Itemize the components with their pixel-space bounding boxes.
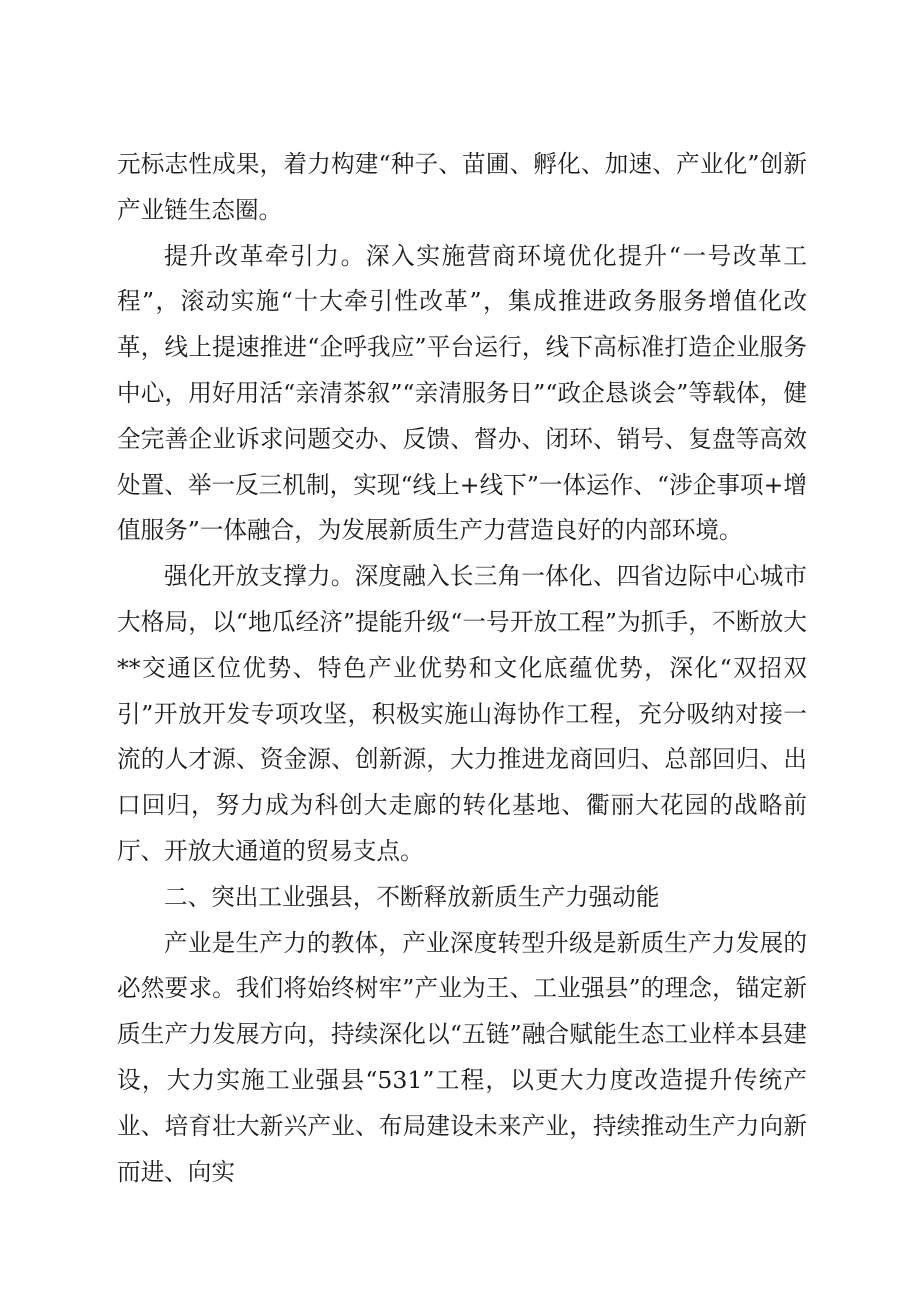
paragraph-continuation: 元标志性成果，着力构建“种子、苗圃、孵化、加速、产业化”创新产业链生态圈。 <box>117 150 807 224</box>
paragraph-industry: 产业是生产力的教体，产业深度转型升级是新质生产力发展的必然要求。我们将始终树牢”产业为王、工业强县”的理念，锚定新质生产力发展方向，持续深化以“五链”融合赋能生态工业样本县建设，大力实施工业强县“531”工程，以更大力度改造提升传统产业、培育壮大新兴产业、布局建设未来产业，持续推动生产力向新而进、向实 <box>117 928 807 1186</box>
paragraph-reform: 提升改革牵引力。深入实施营商环境优化提升“一号改革工程”，滚动实施“十大牵引性改革”，集成推进政务服务增值化改革，线上提速推进“企呼我应”平台运行，线下高标准打造企业服务中心，用好用活“亲清茶叙”“亲清服务日”“政企恳谈会”等载体，健全完善企业诉求问题交办、反馈、督办、闭环、销号、复盘等高效处置、举一反三机制，实现“线上+线下”一体运作、“涉企事项+增值服务”一体融合，为发展新质生产力营造良好的内部环境。 <box>117 241 807 545</box>
paragraph-opening: 强化开放支撑力。深度融入长三角一体化、四省边际中心城市大格局，以“地瓜经济”提能升级“一号开放工程”为抓手，不断放大**交通区位优势、特色产业优势和文化底蕴优势，深化“双招双引”开放开发专项攻坚，积极实施山海协作工程，充分吸纳对接一流的人才源、资金源、创新源，大力推进龙商回归、总部回归、出口回归，努力成为科创大走廊的转化基地、衢丽大花园的战略前厅、开放大通道的贸易支点。 <box>117 562 807 865</box>
section-heading: 二、突出工业强县，不断释放新质生产力强动能 <box>164 882 660 911</box>
document-body <box>117 142 807 1195</box>
